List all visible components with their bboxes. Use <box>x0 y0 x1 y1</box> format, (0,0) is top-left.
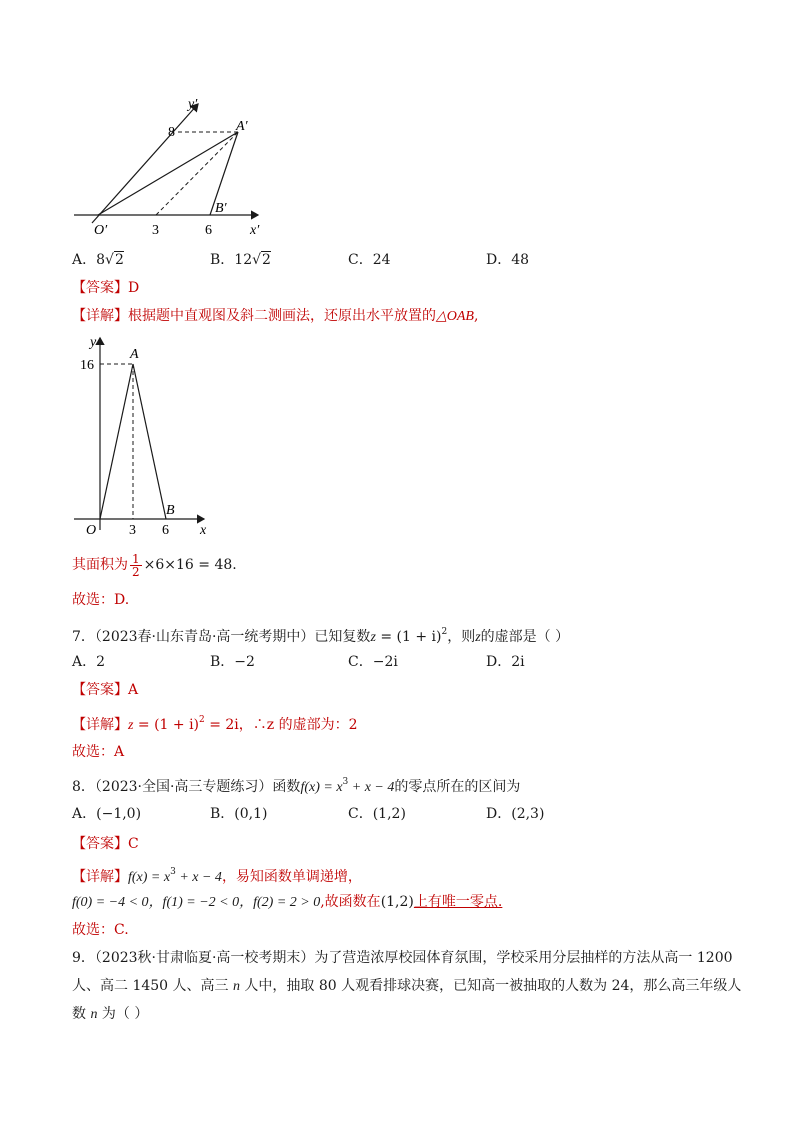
q9-stem-line2: 人、高二 1450 人、高三 n 人中，抽取 80 人观看排球决赛，已知高一被抽取的人数为 24，那么高三年级人 <box>72 978 742 994</box>
q7-detail: 【详解】$z = (1 + i)^2 = 2i$，∴z 的虚部为：2 <box>72 715 358 733</box>
label-y: y <box>90 335 97 350</box>
label-x: x <box>200 523 207 538</box>
q6-answer: 【答案】D <box>72 280 140 296</box>
tick-3: 3 <box>152 223 159 238</box>
tick-16: 16 <box>80 358 94 373</box>
label-x-prime: x′ <box>250 223 260 238</box>
q6-option-b[interactable]: B．12√2 <box>210 252 271 268</box>
q6-choose: 故选：D. <box>72 592 130 608</box>
sqrt-sign: √ <box>252 252 262 268</box>
oblique-figure <box>70 94 270 239</box>
q8-answer: 【答案】C <box>72 836 139 852</box>
label-A-prime: A′ <box>236 119 248 134</box>
q8-detail-line2: f(0) = −4 < 0，f(1) = −2 < 0，f(2) = 2 > 0,故函数在(1,2)上有唯一零点. <box>72 894 503 910</box>
fraction: $\frac{1}{2}$ <box>132 551 140 579</box>
q7-option-d[interactable]: D．2i <box>486 654 525 670</box>
q7-option-b[interactable]: B．−2 <box>210 654 255 670</box>
label-O-prime: O′ <box>94 223 108 238</box>
q6-option-a[interactable]: A．8√2 <box>72 252 124 268</box>
q6-area: 其面积为 $\frac{1}{2}$ ×6×16 = 48. <box>72 551 237 579</box>
label-y-prime: y′ <box>188 97 198 112</box>
q9-stem-line1: 9．（2023秋·甘肃临夏·高一校考期末）为了营造浓厚校园体育氛围，学校采用分层抽样的方法从高一 1200 <box>72 950 733 966</box>
q6-option-c[interactable]: C．24 <box>348 252 391 268</box>
q7-answer: 【答案】A <box>72 682 139 698</box>
q8-stem: 8．（2023·全国·高三专题练习）函数$f(x) = x^3 + x - 4$的零点所在的区间为 <box>72 777 521 795</box>
q8-detail: 【详解】$f(x) = x^3 + x - 4$，易知函数单调递增， <box>72 867 362 885</box>
q7-choose: 故选：A <box>72 744 125 760</box>
y-prime-axis <box>92 104 198 223</box>
tick-6: 6 <box>205 223 212 238</box>
label-B-prime: B′ <box>215 201 227 216</box>
tick-3: 3 <box>129 523 136 538</box>
q8-option-c[interactable]: C．(1,2) <box>348 806 406 822</box>
q8-option-b[interactable]: B．(0,1) <box>210 806 268 822</box>
q8-option-d[interactable]: D．(2,3) <box>486 806 545 822</box>
label-A: A <box>130 347 139 362</box>
sqrt-sign: √ <box>105 252 114 268</box>
edge-OA <box>100 364 133 519</box>
label-O: O <box>86 523 97 538</box>
edge-AB <box>133 364 166 519</box>
q7-option-c[interactable]: C．−2i <box>348 654 398 670</box>
q8-choose: 故选：C. <box>72 922 129 938</box>
q8-option-a[interactable]: A．(−1,0) <box>72 806 142 822</box>
q9-stem-line3: 数 n 为（ ） <box>72 1006 149 1022</box>
q6-detail: 【详解】根据题中直观图及斜二测画法，还原出水平放置的△OAB, <box>72 308 479 324</box>
tick-6: 6 <box>162 523 169 538</box>
q6-option-d[interactable]: D．48 <box>486 252 530 268</box>
tick-8: 8 <box>168 125 175 140</box>
label-B: B <box>166 503 175 518</box>
q7-option-a[interactable]: A．2 <box>72 654 106 670</box>
q7-stem: 7．（2023春·山东青岛·高一统考期中）已知复数$z = (1 + i)^2$，则z的虚部是（ ） <box>72 627 570 645</box>
restored-triangle-figure <box>70 330 220 540</box>
